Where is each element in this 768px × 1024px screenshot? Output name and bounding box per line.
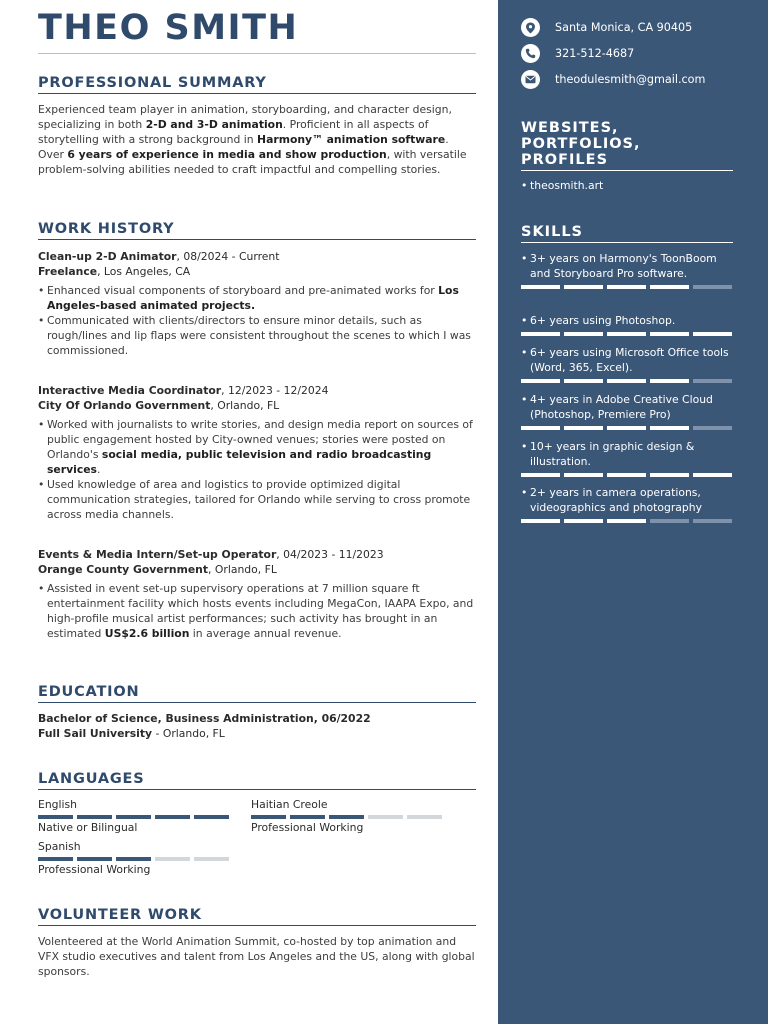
contact-email [521,70,705,89]
level-segment [329,815,364,819]
level-segment [607,285,646,289]
website-link[interactable]: • theosmith.art [521,178,733,193]
level-segment [650,473,689,477]
skill-text: • 3+ years on Harmony's ToonBoom and Storyboard Pro software. [521,251,733,281]
level-segment [368,815,403,819]
skill-level-bar [521,426,733,430]
degree: Bachelor of Science, Business Administration, 06/2022 [38,712,371,725]
level-segment [607,473,646,477]
level-segment [407,815,442,819]
level-segment [564,332,603,336]
job-bullet: • Worked with journalists to write stories, and design media report on sources of public engagement hosted by City-owned venues; stories were posted on Orlando's social media, public television and radio broadcasting services. [38,417,478,477]
level-segment [116,815,151,819]
language-name: Haitian Creole [251,798,328,811]
level-segment [116,857,151,861]
level-segment [38,857,73,861]
level-segment [607,332,646,336]
phone-text: 321-512-4687 [555,47,635,60]
skill-text: • 6+ years using Microsoft Office tools (Word, 365, Excel). [521,345,733,375]
job-entry [38,547,478,641]
level-segment [650,379,689,383]
language-level-bar [251,815,442,819]
job-bullet: • Communicated with clients/directors to ensure minor details, such as rough/lines and lip flaps were consistent throughout the scenes to which I was commissioned. [38,313,478,358]
job-employer: City Of Orlando Government, Orlando, FL [38,399,280,412]
level-segment [607,426,646,430]
skill-level-bar [521,473,733,477]
level-segment [564,473,603,477]
job-title: Interactive Media Coordinator, 12/2023 - 12/2024 [38,384,329,397]
volunteer-heading: VOLUNTEER WORK [38,907,476,926]
level-segment [693,332,732,336]
language-level: Professional Working [251,821,364,834]
skill-level-bar [521,379,733,383]
school: Full Sail University - Orlando, FL [38,727,225,740]
education-heading: EDUCATION [38,684,476,703]
phone-icon [521,44,540,63]
education-entry [38,711,478,741]
level-segment [521,519,560,523]
level-segment [693,519,732,523]
name-divider [38,53,476,54]
level-segment [521,379,560,383]
summary-text: Experienced team player in animation, storyboarding, and character design, specializing in both 2-D and 3-D animation. Proficient in all aspects of storytelling with a strong background in Harmony™ animation software. Over 6 years of experience in media and show production, with versatile problem-solving abilities needed to craft impactful and compelling stories. [38,103,467,176]
language-level-bar [38,857,229,861]
level-segment [521,285,560,289]
skill-item [521,345,733,383]
level-segment [194,857,229,861]
level-segment [155,815,190,819]
skill-item [521,392,733,430]
level-segment [290,815,325,819]
level-segment [650,519,689,523]
level-segment [521,332,560,336]
skills-heading: SKILLS [521,224,733,243]
level-segment [521,473,560,477]
level-segment [155,857,190,861]
job-bullet: • Enhanced visual components of storyboard and pre-animated works for Los Angeles-based animated projects. [38,283,478,313]
skill-item [521,439,733,477]
work-history-heading: WORK HISTORY [38,221,476,240]
skill-item [521,485,733,523]
skill-level-bar [521,519,733,523]
level-segment [693,473,732,477]
job-employer: Freelance, Los Angeles, CA [38,265,191,278]
level-segment [564,379,603,383]
language-level: Native or Bilingual [38,821,138,834]
volunteer-text: Volenteered at the World Animation Summit, co-hosted by top animation and VFX studio executives and talent from Los Angeles and the US, along with global sponsors. [38,935,475,978]
level-segment [77,857,112,861]
skill-level-bar [521,285,733,289]
level-segment [693,379,732,383]
job-title: Events & Media Intern/Set-up Operator, 04/2023 - 11/2023 [38,548,384,561]
skill-level-bar [521,332,733,336]
level-segment [650,285,689,289]
job-bullet: • Used knowledge of area and logistics to provide optimized digital communication strategies, tailored for Orlando while serving to cross promote across media channels. [38,477,478,522]
level-segment [521,426,560,430]
level-segment [650,426,689,430]
skill-text: • 2+ years in camera operations, videographics and photography [521,485,733,515]
level-segment [607,379,646,383]
level-segment [693,426,732,430]
languages-heading: LANGUAGES [38,771,476,790]
level-segment [564,285,603,289]
skill-text: • 6+ years using Photoshop. [521,313,733,328]
job-entry [38,249,478,358]
level-segment [564,519,603,523]
skill-text: • 4+ years in Adobe Creative Cloud (Photoshop, Premiere Pro) [521,392,733,422]
candidate-name: THEO SMITH [38,8,299,48]
summary-heading: PROFESSIONAL SUMMARY [38,75,476,94]
map-pin-icon [521,18,540,37]
language-item [38,840,229,877]
language-name: English [38,798,77,811]
level-segment [77,815,112,819]
language-level-bar [38,815,229,819]
language-level: Professional Working [38,863,151,876]
location-text: Santa Monica, CA 90405 [555,21,693,34]
skill-item [521,251,733,289]
email-text[interactable]: theodulesmith@gmail.com [555,73,706,86]
job-bullet: • Assisted in event set-up supervisory operations at 7 million square ft entertainment facility which hosts events including MegaCon, IAAPA Expo, and high-profile musical artist performances; such activity has brought in an estimated US$2.6 billion in average annual revenue. [38,581,478,641]
level-segment [194,815,229,819]
contact-location [521,18,692,37]
skill-item [521,313,733,336]
language-item [38,798,229,835]
websites-heading: WEBSITES, PORTFOLIOS, PROFILES [521,120,733,171]
job-title: Clean-up 2-D Animator, 08/2024 - Current [38,250,280,263]
level-segment [251,815,286,819]
level-segment [38,815,73,819]
level-segment [607,519,646,523]
language-item [251,798,442,835]
language-name: Spanish [38,840,81,853]
level-segment [693,285,732,289]
job-entry [38,383,478,522]
level-segment [564,426,603,430]
skill-text: • 10+ years in graphic design & illustration. [521,439,733,469]
job-employer: Orange County Government, Orlando, FL [38,563,277,576]
mail-icon [521,70,540,89]
level-segment [650,332,689,336]
contact-phone [521,44,634,63]
